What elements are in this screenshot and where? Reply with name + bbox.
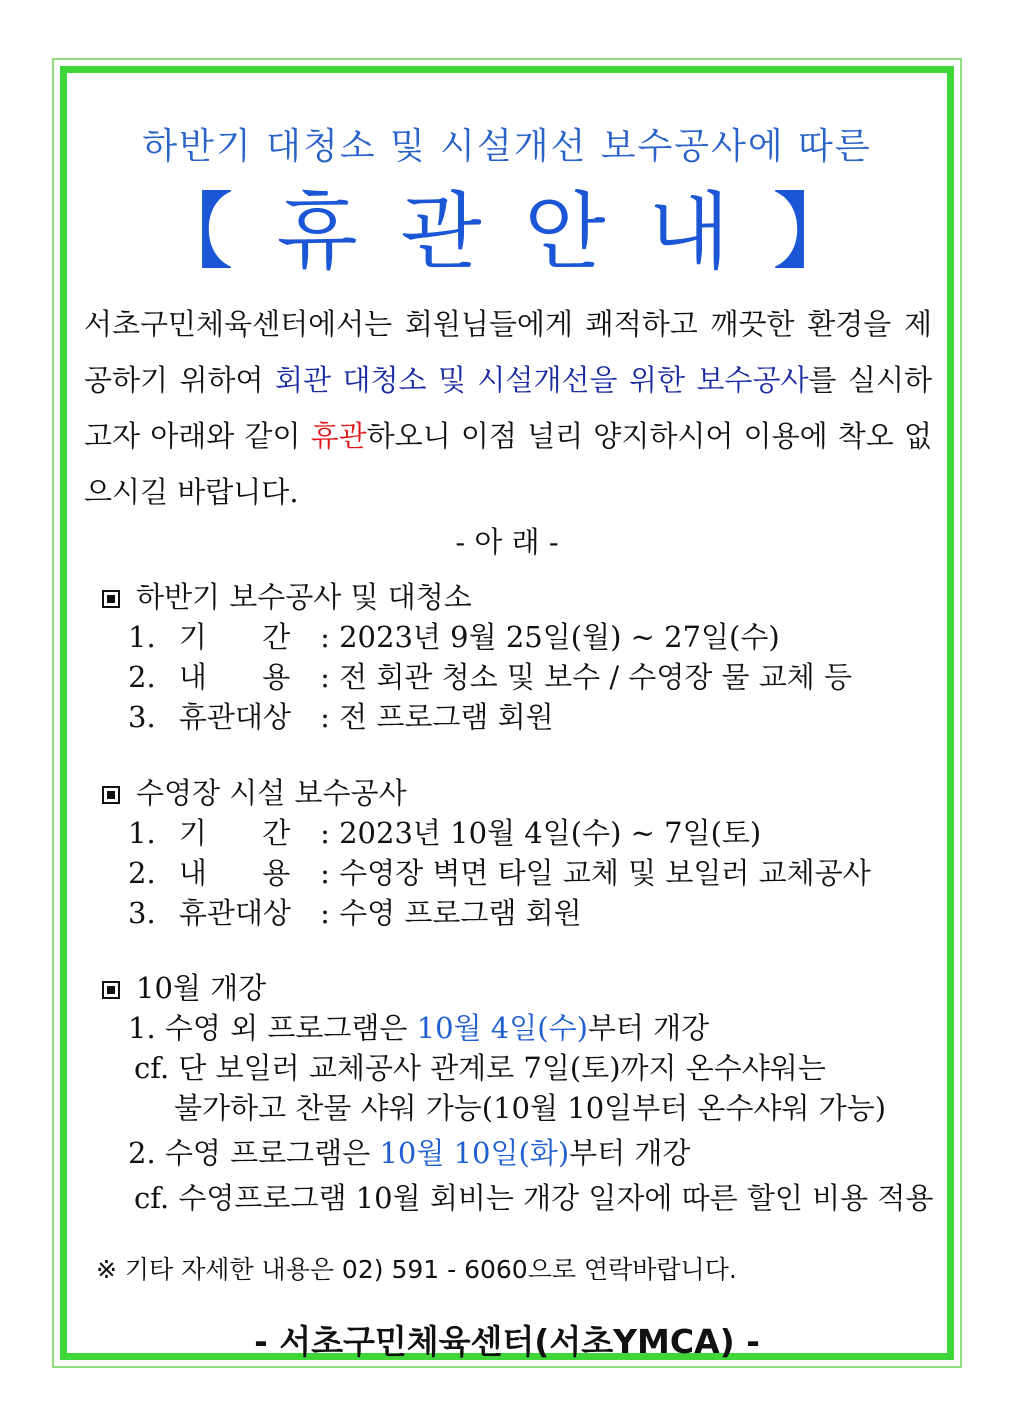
line-text: 1. 수영 외 프로그램은 bbox=[128, 1011, 417, 1045]
item-num: 3. bbox=[128, 700, 156, 734]
item-value: 수영장 벽면 타일 교체 및 보일러 교체공사 bbox=[339, 856, 871, 890]
notice-title: 【 휴 관 안 내 】 bbox=[149, 183, 865, 281]
contact-note: ※ 기타 자세한 내용은 02) 591 - 6060으로 연락바랍니다. bbox=[96, 1255, 737, 1284]
section-2-title bbox=[102, 773, 407, 813]
item-value: 전 회관 청소 및 보수 / 수영장 물 교체 등 bbox=[339, 660, 853, 694]
item-value: 전 프로그램 회원 bbox=[339, 700, 554, 734]
line-text: 부터 개강 bbox=[569, 1136, 691, 1170]
item-num: 1. bbox=[128, 620, 156, 654]
line-text: 부터 개강 bbox=[587, 1011, 710, 1045]
october-line-2 bbox=[128, 1133, 690, 1173]
item-value: 수영 프로그램 회원 bbox=[339, 896, 582, 930]
section-2-title-text: 수영장 시설 보수공사 bbox=[136, 776, 407, 810]
section-1-title-text: 하반기 보수공사 및 대청소 bbox=[136, 580, 472, 614]
item-value: 2023년 10월 4일(수) ~ 7일(토) bbox=[339, 816, 762, 850]
date-highlight: 10월 4일(수) bbox=[416, 1011, 588, 1045]
section-1-item-3: 3. 휴관대상 : 전 프로그램 회원 bbox=[128, 697, 554, 737]
item-num: 2. bbox=[128, 660, 156, 694]
section-2-item-1: 1. 기 간 : 2023년 10월 4일(수) ~ 7일(토) bbox=[128, 813, 761, 853]
intro-highlight-closure: 휴관 bbox=[310, 419, 367, 453]
item-label: 기 간 bbox=[178, 620, 291, 654]
item-num: 3. bbox=[128, 896, 156, 930]
details-heading: - 아 래 - bbox=[455, 525, 559, 559]
item-label: 내 용 bbox=[178, 856, 291, 890]
october-cf-1b: 불가하고 찬물 샤워 가능(10월 10일부터 온수샤워 가능) bbox=[174, 1091, 887, 1125]
intro-highlight-work: 회관 대청소 및 시설개선을 위한 보수공사 bbox=[274, 363, 809, 397]
section-1-item-1: 1. 기 간 : 2023년 9월 25일(월) ~ 27일(수) bbox=[128, 617, 780, 657]
section-3-title-text: 10월 개강 bbox=[136, 971, 267, 1005]
section-2-item-2: 2. 내 용 : 수영장 벽면 타일 교체 및 보일러 교체공사 bbox=[128, 853, 871, 893]
line-text: 2. 수영 프로그램은 bbox=[128, 1136, 380, 1170]
section-1-item-2: 2. 내 용 : 전 회관 청소 및 보수 / 수영장 물 교체 등 bbox=[128, 657, 852, 697]
section-3-title bbox=[102, 968, 266, 1008]
october-cf-1a: cf. 단 보일러 교체공사 관계로 7일(토)까지 온수샤워는 bbox=[134, 1051, 826, 1085]
notice-subtitle: 하반기 대청소 및 시설개선 보수공사에 따른 bbox=[142, 126, 872, 167]
filled-square-icon bbox=[102, 981, 120, 999]
date-highlight: 10월 10일(화) bbox=[379, 1136, 570, 1170]
item-label: 휴관대상 bbox=[178, 896, 291, 930]
october-cf-2: cf. 수영프로그램 10월 회비는 개강 일자에 따른 할인 비용 적용 bbox=[134, 1181, 934, 1215]
item-num: 1. bbox=[128, 816, 156, 850]
october-line-1 bbox=[128, 1008, 709, 1048]
item-value: 2023년 9월 25일(월) ~ 27일(수) bbox=[339, 620, 780, 654]
intro-paragraph bbox=[84, 296, 932, 520]
item-label: 내 용 bbox=[178, 660, 291, 694]
filled-square-icon bbox=[102, 786, 120, 804]
organization-name: - 서초구민체육센터(서초YMCA) - bbox=[254, 1322, 760, 1361]
intro-text-3: 하오니 이점 널리 양지하시어 이용에 착오 없으시길 바랍니다. bbox=[84, 419, 932, 509]
filled-square-icon bbox=[102, 590, 120, 608]
item-label: 휴관대상 bbox=[178, 700, 291, 734]
section-2-item-3: 3. 휴관대상 : 수영 프로그램 회원 bbox=[128, 893, 582, 933]
intro-text-1: 서초구민체육센터에서는 회원님들에게 쾌적하고 깨끗한 환경을 제공하기 위하여 bbox=[84, 307, 932, 397]
section-1-title bbox=[102, 577, 472, 617]
intro-text-2: 를 실시하고자 아래와 같이 bbox=[84, 363, 932, 453]
item-label: 기 간 bbox=[178, 816, 291, 850]
item-num: 2. bbox=[128, 856, 156, 890]
